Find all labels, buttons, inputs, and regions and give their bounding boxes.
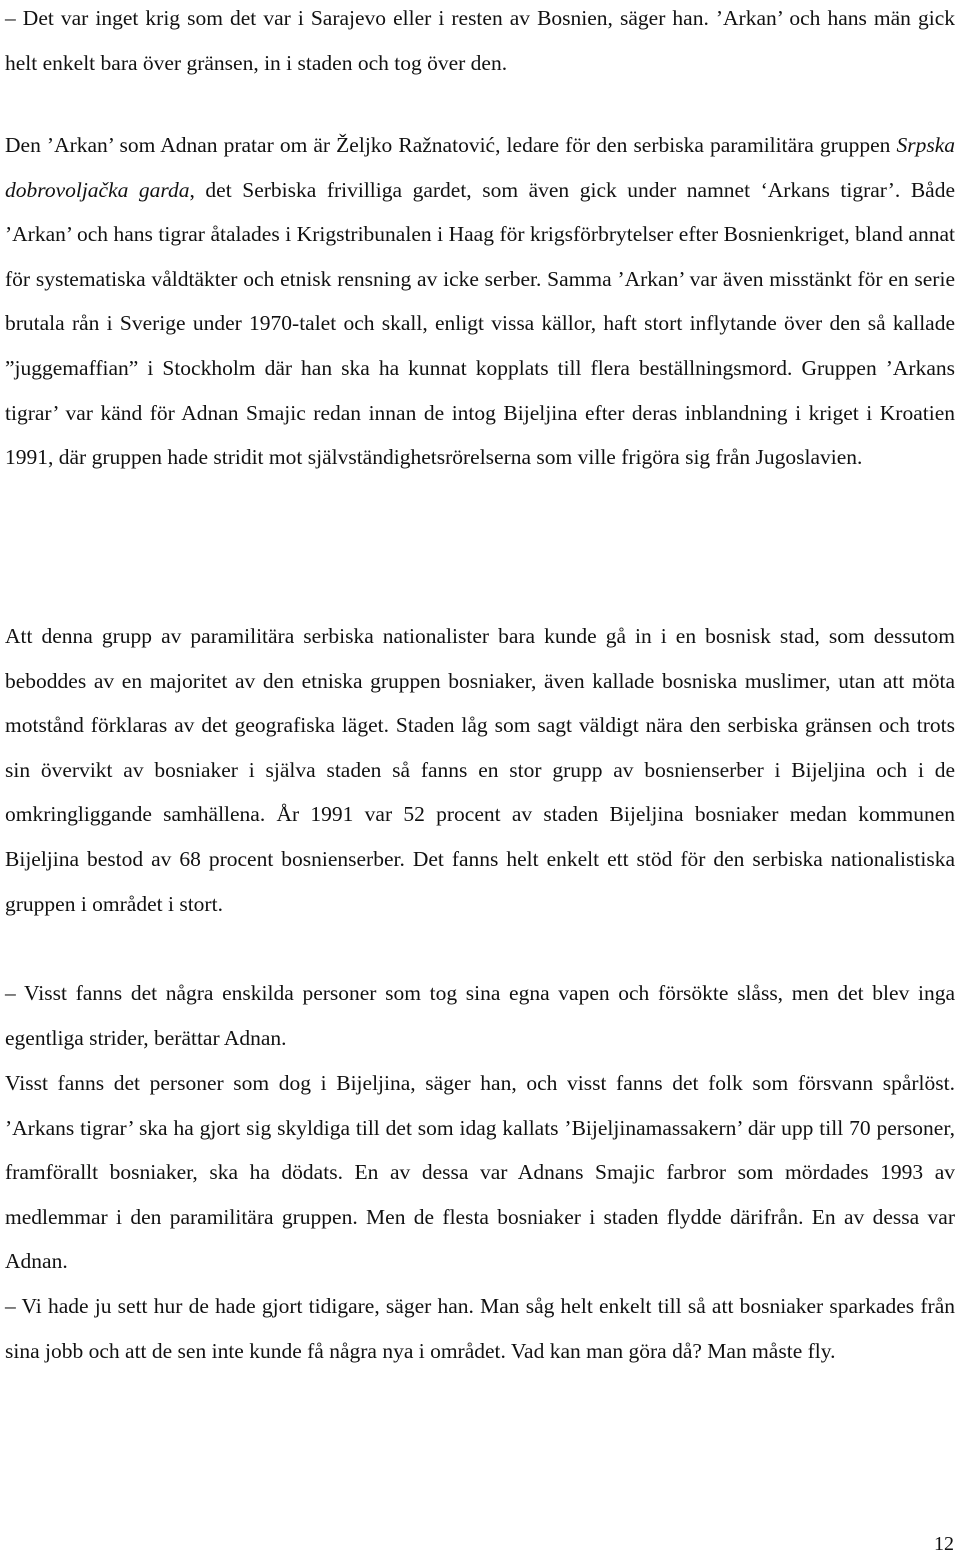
paragraph-2 (5, 123, 955, 480)
paragraph-1: – Det var inget krig som det var i Sarajevo eller i resten av Bosnien, säger han. ’Arkan’ och hans män gick helt enkelt bara över gränsen, in i staden och tog över den. (5, 6, 955, 75)
paragraph-3: Att denna grupp av paramilitära serbiska nationalister bara kunde gå in i en bosnisk stad, som dessutom beboddes av en majoritet av den etniska gruppen bosniaker, även kallade bosniska muslimer, utan att möta motstånd förklaras av det geografiska läget. Staden låg som sagt väldigt nära den serbiska gränsen och trots sin övervikt av bosniaker i själva staden så fanns en stor grupp av bosnienserber i Bijeljina och i de omkringliggande samhällena. År 1991 var 52 procent av staden Bijeljina bosniaker medan kommunen Bijeljina bestod av 68 procent bosnienserber. Det fanns helt enkelt ett stöd för den serbiska nationalistiska gruppen i området i stort. (5, 624, 955, 916)
paragraph-4: – Visst fanns det några enskilda personer som tog sina egna vapen och försökte slåss, men det blev inga egentliga strider, berättar Adnan. (5, 981, 955, 1050)
paragraph-2-text-before: Den ’Arkan’ som Adnan pratar om är Željko Ražnatović, ledare för den serbiska paramilitära gruppen (5, 133, 897, 157)
paragraph-6: – Vi hade ju sett hur de hade gjort tidigare, säger han. Man såg helt enkelt till så att bosniaker sparkades från sina jobb och att de sen inte kunde få några nya i området. Vad kan man göra då? Man måste fly. (5, 1294, 955, 1363)
page-number: 12 (934, 1533, 954, 1555)
paragraph-2-text-after: , det Serbiska frivilliga gardet, som även gick under namnet ‘Arkans tigrar’. Både ’Arkan’ och hans tigrar åtalades i Krigstribunalen i Haag för krigsförbrytelser efter Bosnienkriget, bland annat för systematiska våldtäkter och etnisk rensning av icke serber. Samma ’Arkan’ var även misstänkt för en serie brutala rån i Sverige under 1970-talet och skall, enligt vissa källor, haft stort inflytande över den så kallade ”juggemaffian” i Stockholm där han ska ha kunnat kopplats till flera beställningsmord. Gruppen ’Arkans tigrar’ var känd för Adnan Smajic redan innan de intog Bijeljina efter deras inblandning i kriget i Kroatien 1991, där gruppen hade stridit mot självständighetsrörelserna som ville frigöra sig från Jugoslavien. (5, 177, 955, 470)
paragraph-5: Visst fanns det personer som dog i Bijeljina, säger han, och visst fanns det folk som försvann spårlöst. ’Arkans tigrar’ ska ha gjort sig skyldiga till det som idag kallats ’Bijeljinamassakern’ där upp till 70 personer, framförallt bosniaker, ska ha dödats. En av dessa var Adnans Smajic farbror som mördades 1993 av medlemmar i den paramilitära gruppen. Men de flesta bosniaker i staden flydde därifrån. En av dessa var Adnan. (5, 1071, 955, 1274)
paragraph-2-italic-term: Srpska dobrovoljačka garda (5, 133, 955, 202)
